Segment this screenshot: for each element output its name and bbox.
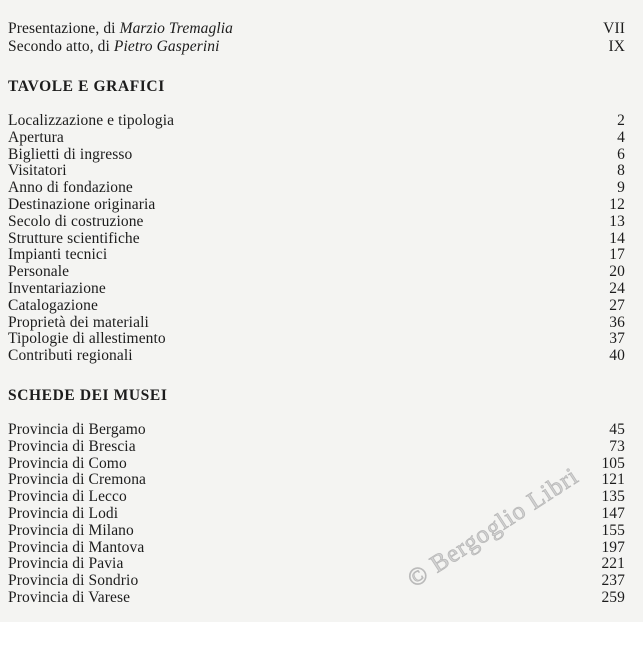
toc-entry <box>8 590 625 607</box>
toc-entry <box>8 231 625 248</box>
section-heading: TAVOLE E GRAFICI <box>8 78 165 95</box>
toc-entry-title: Presentazione, di Marzio Tremaglia <box>8 20 233 37</box>
toc-entry-title: Proprietà dei materiali <box>8 313 149 331</box>
toc-page-number: 221 <box>601 555 625 573</box>
toc-entry <box>8 439 625 456</box>
toc-page-number: VII <box>603 20 625 37</box>
toc-entry-title: Inventariazione <box>8 279 106 297</box>
toc-page-number: 197 <box>601 538 625 556</box>
toc-entry-title: Provincia di Pavia <box>8 555 124 573</box>
toc-entry-title: Personale <box>8 263 70 281</box>
toc-page-number: 155 <box>601 521 625 539</box>
toc-page-number: 14 <box>609 229 625 247</box>
toc-entry <box>8 147 625 164</box>
toc-page-number: 147 <box>601 504 625 522</box>
toc-entry-secondo-atto <box>8 38 625 56</box>
toc-page-number: 13 <box>609 212 625 230</box>
toc-page-number: 12 <box>609 195 625 213</box>
section-tavole-e-grafici <box>8 78 625 365</box>
toc-entry-title: Secolo di costruzione <box>8 212 144 230</box>
toc-entry <box>8 298 625 315</box>
toc-entry <box>8 180 625 197</box>
toc-entry-title: Provincia di Varese <box>8 588 131 606</box>
toc-entry <box>8 573 625 590</box>
toc-page-number: 45 <box>609 420 625 438</box>
toc-page-number: 105 <box>601 454 625 472</box>
toc-page-number: 36 <box>609 313 625 331</box>
toc-page-number: 73 <box>609 437 625 455</box>
copyright-watermark: © Bergoglio Libri <box>402 462 584 594</box>
toc-entry <box>8 315 625 332</box>
toc-entry-title: Provincia di Milano <box>8 521 134 539</box>
toc-page-number: 27 <box>609 296 625 314</box>
toc-entry-title: Strutture scientifiche <box>8 229 140 247</box>
author-name: Pietro Gasperini <box>113 38 220 55</box>
toc-page-number: 8 <box>617 162 625 180</box>
toc-page-number: 17 <box>609 246 625 264</box>
toc-entry-title: Provincia di Lodi <box>8 504 119 522</box>
toc-entry-title: Apertura <box>8 128 64 146</box>
toc-entry <box>8 556 625 573</box>
toc-entry-title: Provincia di Como <box>8 454 127 472</box>
toc-page-number: 40 <box>609 347 625 365</box>
toc-page-number: 24 <box>609 279 625 297</box>
toc-entry-title: Provincia di Lecco <box>8 488 127 506</box>
toc-page-number: 237 <box>601 572 625 590</box>
toc-entry-title: Provincia di Sondrio <box>8 572 139 590</box>
toc-entry <box>8 247 625 264</box>
toc-entry <box>8 113 625 130</box>
toc-page-number: 135 <box>601 488 625 506</box>
toc-entry-title: Contributi regionali <box>8 347 133 365</box>
toc-entry <box>8 523 625 540</box>
toc-page-number: 20 <box>609 263 625 281</box>
toc-page-number: 9 <box>617 179 625 197</box>
toc-entry-title: Provincia di Mantova <box>8 538 145 556</box>
toc-page-number: 6 <box>617 145 625 163</box>
toc-page-number: 121 <box>601 471 625 489</box>
toc-entry <box>8 331 625 348</box>
toc-entry-title: Provincia di Bergamo <box>8 420 146 438</box>
author-name: Marzio Tremaglia <box>119 20 233 37</box>
toc-entry <box>8 264 625 281</box>
toc-page-number: IX <box>608 38 625 55</box>
toc-entry <box>8 197 625 214</box>
toc-entry-title: Localizzazione e tipologia <box>8 112 175 129</box>
toc-entry-title: Tipologie di allestimento <box>8 330 166 348</box>
toc-page-number: 259 <box>601 588 625 606</box>
toc-entry-title: Secondo atto, di Pietro Gasperini <box>8 38 220 55</box>
section-heading: SCHEDE DEI MUSEI <box>8 386 168 404</box>
toc-page-number: 37 <box>609 330 625 348</box>
toc-entry-title: Provincia di Cremona <box>8 471 147 489</box>
toc-entry <box>8 163 625 180</box>
toc-entry-title: Destinazione originaria <box>8 195 156 213</box>
toc-entry-title: Impianti tecnici <box>8 246 108 264</box>
toc-entry <box>8 422 625 439</box>
toc-entry-title: Visitatori <box>8 162 67 180</box>
toc-entry <box>8 456 625 473</box>
intro-entries <box>8 20 625 56</box>
toc-entry-title: Provincia di Brescia <box>8 437 136 455</box>
toc-entry-title: Anno di fondazione <box>8 179 133 197</box>
toc-entry <box>8 348 625 365</box>
toc-entry <box>8 281 625 298</box>
toc-list <box>8 113 625 365</box>
toc-entry <box>8 130 625 147</box>
toc-entry-title: Catalogazione <box>8 296 98 314</box>
toc-page-number: 2 <box>617 112 625 129</box>
toc-entry-title: Biglietti di ingresso <box>8 145 133 163</box>
toc-entry <box>8 540 625 557</box>
toc-entry <box>8 214 625 231</box>
toc-entry-presentazione <box>8 20 625 38</box>
toc-page-number: 4 <box>617 128 625 146</box>
